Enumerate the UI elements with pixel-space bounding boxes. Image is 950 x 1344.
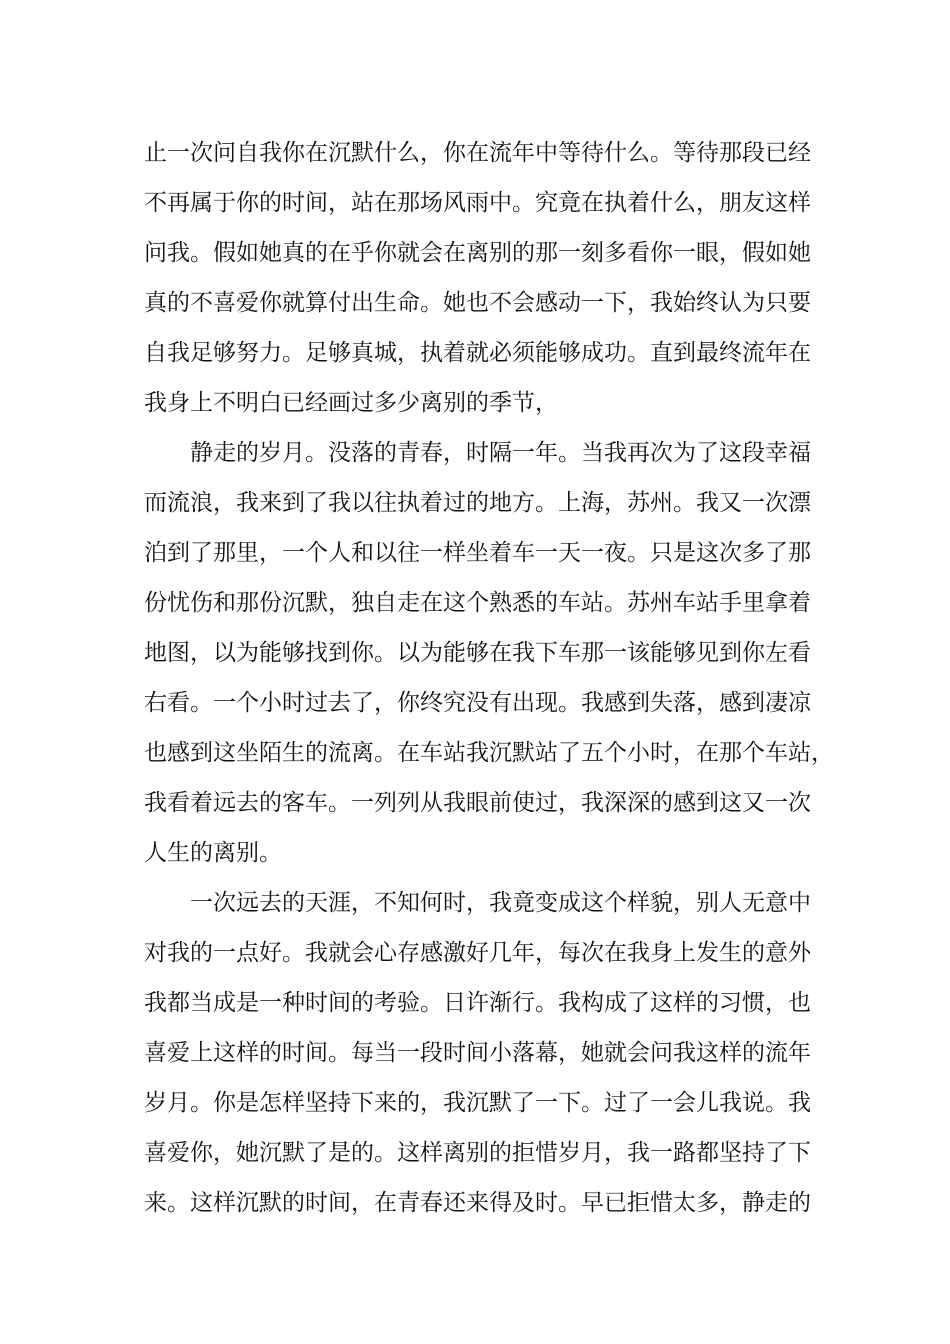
text-line: 对我的一点好。我就会心存感激好几年，每次在我身上发生的意外: [144, 940, 811, 966]
text-line: 份忧伤和那份沉默，独自走在这个熟悉的车站。苏州车站手里拿着: [144, 590, 811, 616]
text-line: 喜爱你，她沉默了是的。这样离别的拒惜岁月，我一路都坚持了下: [144, 1140, 811, 1166]
text-line: 而流浪，我来到了我以往执着过的地方。上海，苏州。我又一次漂: [144, 490, 811, 516]
text-line: 问我。假如她真的在乎你就会在离别的那一刻多看你一眼，假如她: [144, 240, 811, 266]
body-text: [144, 128, 834, 1228]
text-line: 真的不喜爱你就算付出生命。她也不会感动一下，我始终认为只要: [144, 290, 811, 316]
text-line: 我看着远去的客车。一列列从我眼前使过，我深深的感到这又一次: [144, 790, 811, 816]
text-line: 止一次问自我你在沉默什么，你在流年中等待什么。等待那段已经: [144, 140, 811, 166]
text-line: 泊到了那里，一个人和以往一样坐着车一天一夜。只是这次多了那: [144, 540, 811, 566]
text-line: 我身上不明白已经画过多少离别的季节，: [144, 390, 558, 416]
paragraph-first-line: 一次远去的天涯，不知何时，我竟变成这个样貌，别人无意中: [190, 890, 811, 916]
text-line: 岁月。你是怎样坚持下来的，我沉默了一下。过了一会儿我说。我: [144, 1090, 811, 1116]
text-line: 人生的离别。: [144, 840, 282, 866]
text-line: 右看。一个小时过去了，你终究没有出现。我感到失落，感到凄凉: [144, 690, 811, 716]
text-line: 我都当成是一种时间的考验。日许渐行。我构成了这样的习惯，也: [144, 990, 811, 1016]
text-line: 来。这样沉默的时间，在青春还来得及时。早已拒惜太多，静走的: [144, 1190, 811, 1216]
text-line: 地图，以为能够找到你。以为能够在我下车那一该能够见到你左看: [144, 640, 811, 666]
paragraph-first-line: 静走的岁月。没落的青春，时隔一年。当我再次为了这段幸福: [190, 440, 811, 466]
text-line: 不再属于你的时间，站在那场风雨中。究竟在执着什么，朋友这样: [144, 190, 811, 216]
text-line: 喜爱上这样的时间。每当一段时间小落幕，她就会问我这样的流年: [144, 1040, 811, 1066]
text-line: 自我足够努力。足够真城，执着就必须能够成功。直到最终流年在: [144, 340, 811, 366]
text-line: 也感到这坐陌生的流离。在车站我沉默站了五个小时，在那个车站，: [144, 740, 834, 766]
